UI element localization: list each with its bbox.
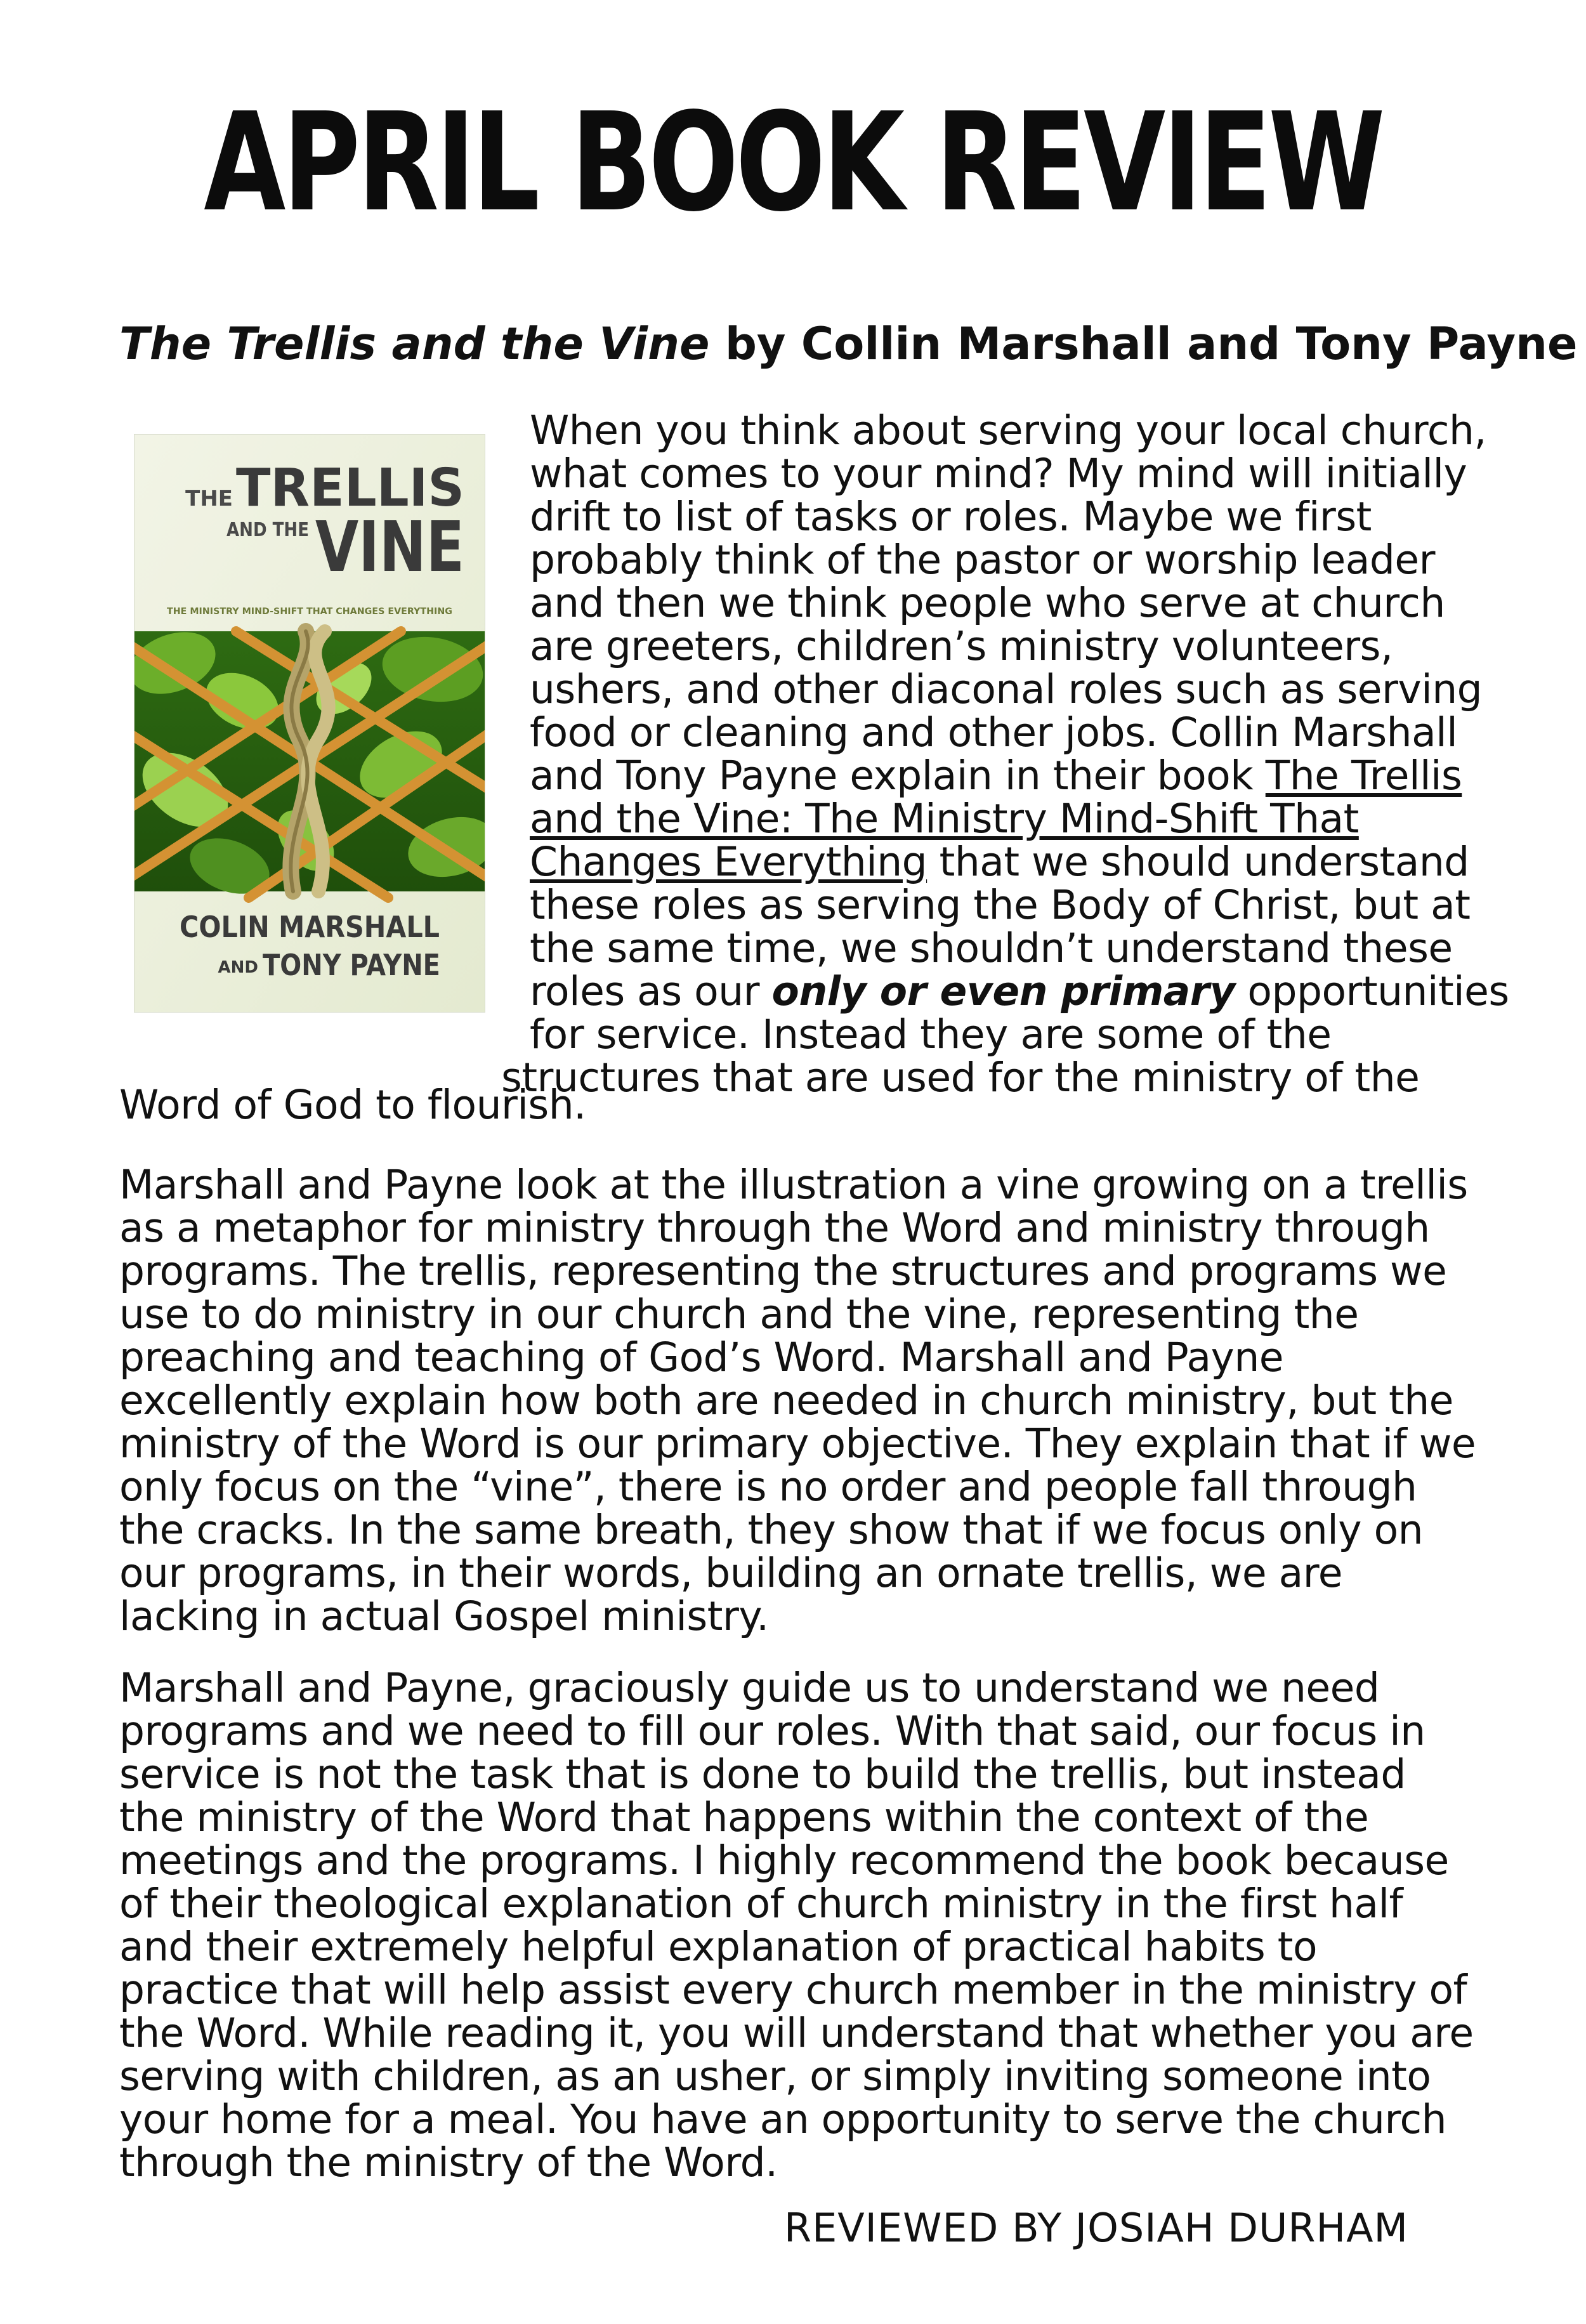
book-authors: by Collin Marshall and Tony Payne [709,318,1578,370]
paragraph-1-line: are greeters, children’s ministry volunteers, [530,623,1393,669]
cover-title-trellis: TRELLIS [236,458,464,518]
paragraph-1-line: drift to list of tasks or roles. Maybe we first [530,494,1372,540]
paragraph-1-text: roles as our [530,968,772,1014]
review-paragraph-2: Marshall and Payne look at the illustration a vine growing on a trellis as a metaphor for ministry through the Word and ministry through programs. The trellis, representing the structures and programs we use to do ministry in our church and the vine, representing the preaching and teaching of God’s Word. Marshall and Payne excellently explain how both are needed in church ministry, but the ministry of the Word is our primary objective. They explain that if we only focus on the “vine”, there is no order and people fall through the cracks. In the same breath, they show that if we focus only on our programs, in their words, building an ornate trellis, we are lacking in actual Gospel ministry. [119,1162,1476,1639]
paragraph-1-line: what comes to your mind? My mind will initially [530,450,1467,497]
book-title-underlined: Changes Everything [530,839,927,885]
book-title-underlined: The Trellis [1265,752,1462,799]
paragraph-1-line: When you think about serving your local church, [530,407,1486,454]
paragraph-1-line: probably think of the pastor or worship leader [530,537,1436,583]
paragraph-1-text: opportunities [1235,968,1509,1014]
cover-author-1: COLIN MARSHALL [180,910,440,944]
paragraph-1-line: the same time, we shouldn’t understand these [530,925,1453,971]
paragraph-1-line: for service. Instead they are some of the [530,1011,1332,1058]
paragraph-1-text: that we should understand [927,839,1469,885]
reviewer-credit: REVIEWED BY JOSIAH DURHAM [784,2205,1408,2251]
paragraph-1-line [530,798,1437,841]
paragraph-1-final-line: Word of God to flourish. [119,1082,586,1128]
emphasis-text: only or even primary [771,968,1235,1014]
cover-author-2: TONY PAYNE [263,948,440,982]
book-title: The Trellis and the Vine [119,318,710,370]
paragraph-1-line: ushers, and other diaconal roles such as serving [530,666,1483,712]
cover-title-and-the: AND THE [226,519,309,541]
review-paragraph-3: Marshall and Payne, graciously guide us to understand we need programs and we need to fill our roles. With that said, our focus in service is not the task that is done to build the trellis, but instead the ministry of the Word that happens within the context of the meetings and the programs. I highly recommend the book because of their theological explanation of church ministry in the first half and their extremely helpful explanation of practical habits to practice that will help assist every church member in the ministry of the Word. While reading it, you will understand that whether you are serving with children, as an usher, or simply inviting someone into your home for a meal. You have an opportunity to serve the church through the ministry of the Word. [119,1665,1474,2186]
book-cover-image [134,435,485,1012]
cover-title-the: THE [185,486,233,511]
review-subtitle [119,317,1578,371]
cover-author-and: AND [218,958,258,977]
paragraph-1-line [530,968,1509,1014]
cover-vine-photo [134,621,485,904]
paragraph-1-text: and Tony Payne explain in their book [530,752,1266,799]
review-paragraph-1 [501,407,1509,1101]
paragraph-1-line [530,839,1469,885]
paragraph-1-line: and then we think people who serve at church [530,580,1445,626]
paragraph-1-line [530,752,1462,799]
book-title-underlined: and the Vine: The Ministry Mind-Shift That [530,796,1359,842]
paragraph-1-line: structures that are used for the ministry of the [501,1054,1420,1101]
cover-tagline: THE MINISTRY MIND-SHIFT THAT CHANGES EVERYTHING [167,607,452,617]
paragraph-1-line: these roles as serving the Body of Christ, but at [530,882,1471,928]
cover-title-vine: VINE [315,506,464,588]
page-title: APRIL BOOK REVIEW [204,84,1382,242]
paragraph-1-line: food or cleaning and other jobs. Collin Marshall [530,709,1458,756]
